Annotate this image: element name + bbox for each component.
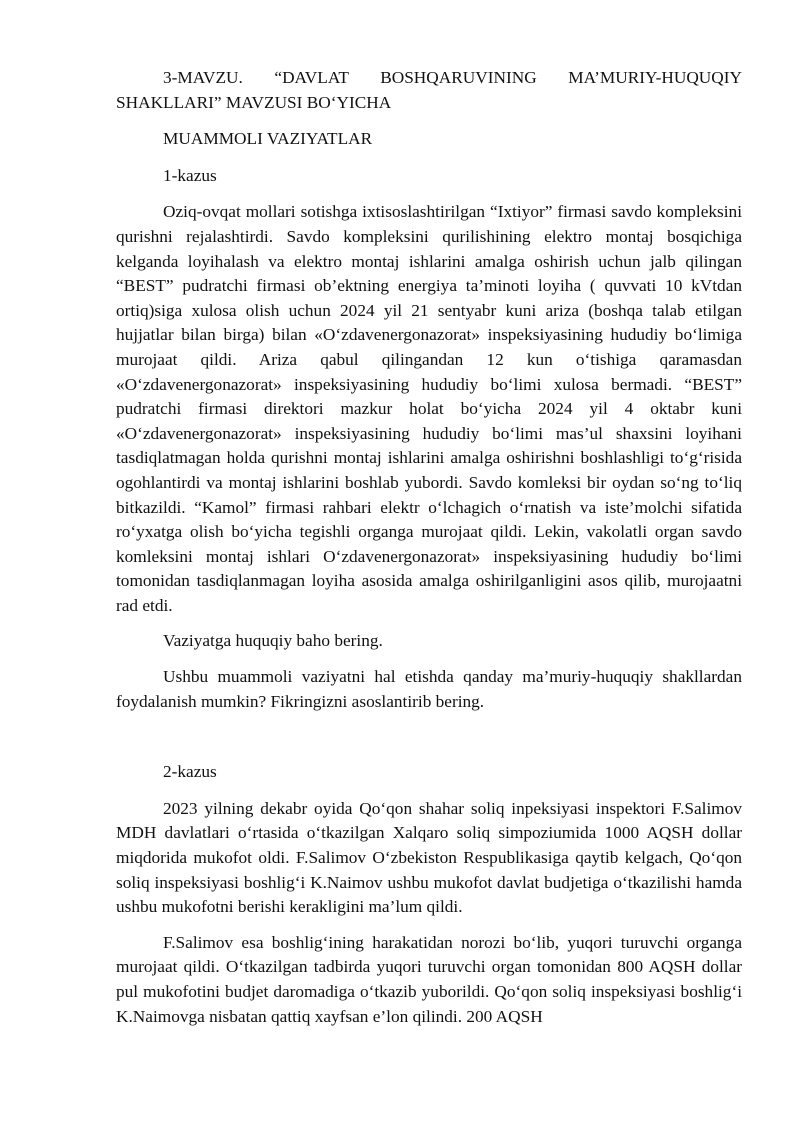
document-subtitle: MUAMMOLI VAZIYATLAR <box>163 129 373 149</box>
section-spacer <box>116 725 742 760</box>
case1-question1: Vaziyatga huquqiy baho bering. <box>163 631 383 651</box>
case2-paragraph2: F.Salimov esa boshlig‘ining harakatidan norozi bo‘lib, yuqori turuvchi organga murojaat qildi. O‘tkazilgan tadbirda yuqori turuvchi organ tomonidan 800 AQSH dollar pul mukofotini budjet daromadiga o‘tkazib yuborildi. Qo‘qon soliq inspeksiyasi boshlig‘i K.Naimovga nisbatan qattiq xayfsan e’lon qilindi. 200 AQSH <box>116 932 742 1026</box>
case1-paragraph: Oziq-ovqat mollari sotishga ixtisoslashtirilgan “Ixtiyor” firmasi savdo kompleksini qurishni rejalashtirdi. Savdo kompleksini qurilishining elektro montaj bosqichiga kelganda loyihalash va elektro montaj ishlarini amalga oshirish uchun jalb qilingan “BEST” pudratchi firmasi ob’ektning energiya ta’minoti loyiha ( quvvati 10 kVtdan ortiq)siga xulosa olish uchun 2024 yil 21 sentyabr kuni ariza (boshqa talab etilgan hujjatlar bilan birga) bilan «O‘zdavenergonazorat» inspeksiyasining hududiy bo‘limiga murojaat qildi. Ariza qabul qilingandan 12 kun o‘tishiga qaramasdan «O‘zdavenergonazorat» inspeksiyasining hududiy bo‘limi xulosa bermadi. “BEST” pudratchi firmasi direktori mazkur holat bo‘yicha 2024 yil 4 oktabr kuni «O‘zdavenergonazorat» inspeksiyasining hududiy bo‘limi mas’ul shaxsini loyihani tasdiqlatmagan holda qurishni montaj ishlarini amalga oshirishni boshlashligi to‘g‘risida ogohlantirdi va montaj ishlarini boshlab yubordi. Savdo komleksi bir oydan so‘ng to‘liq bitkazildi. “Kamol” firmasi rahbari elektr o‘lchagich o‘rnatish va iste’molchi sifatida ro‘yxatga olish bo‘yicha tegishli organga murojaat qildi. Lekin, vakolatli organ savdo komleksini montaj ishlari O‘zdavenergonazorat» inspeksiyasining hududiy bo‘limi tomonidan tasdiqlanmagan loyiha asosida amalga oshirilganligini asos qilib, murojaatni rad etdi. <box>116 202 742 615</box>
document-title: 3-MAVZU. “DAVLAT BOSHQARUVINING MA’MURIY-HUQUQIY SHAKLLARI” MAVZUSI BOʻYICHA <box>116 68 742 112</box>
case1-label: 1-kazus <box>163 165 217 185</box>
case1-question2: Ushbu muammoli vaziyatni hal etishda qanday ma’muriy-huquqiy shakllardan foydalanish mumkin? Fikringizni asoslantirib bering. <box>116 667 742 711</box>
case2-paragraph1: 2023 yilning dekabr oyida Qo‘qon shahar soliq inpeksiyasi inspektori F.Salimov MDH davlatlari o‘rtasida o‘tkazilgan Xalqaro soliq simpoziumida 1000 AQSH dollar miqdorida mukofot oldi. F.Salimov O‘zbekiston Respublikasiga qaytib kelgach, Qo‘qon soliq inspeksiyasi boshlig‘i K.Naimov ushbu mukofot davlat budjetiga o‘tkazilishi hamda ushbu mukofotni berishi kerakligini ma’lum qildi. <box>116 798 742 917</box>
document-page <box>116 66 742 1040</box>
case2-label: 2-kazus <box>163 762 217 782</box>
